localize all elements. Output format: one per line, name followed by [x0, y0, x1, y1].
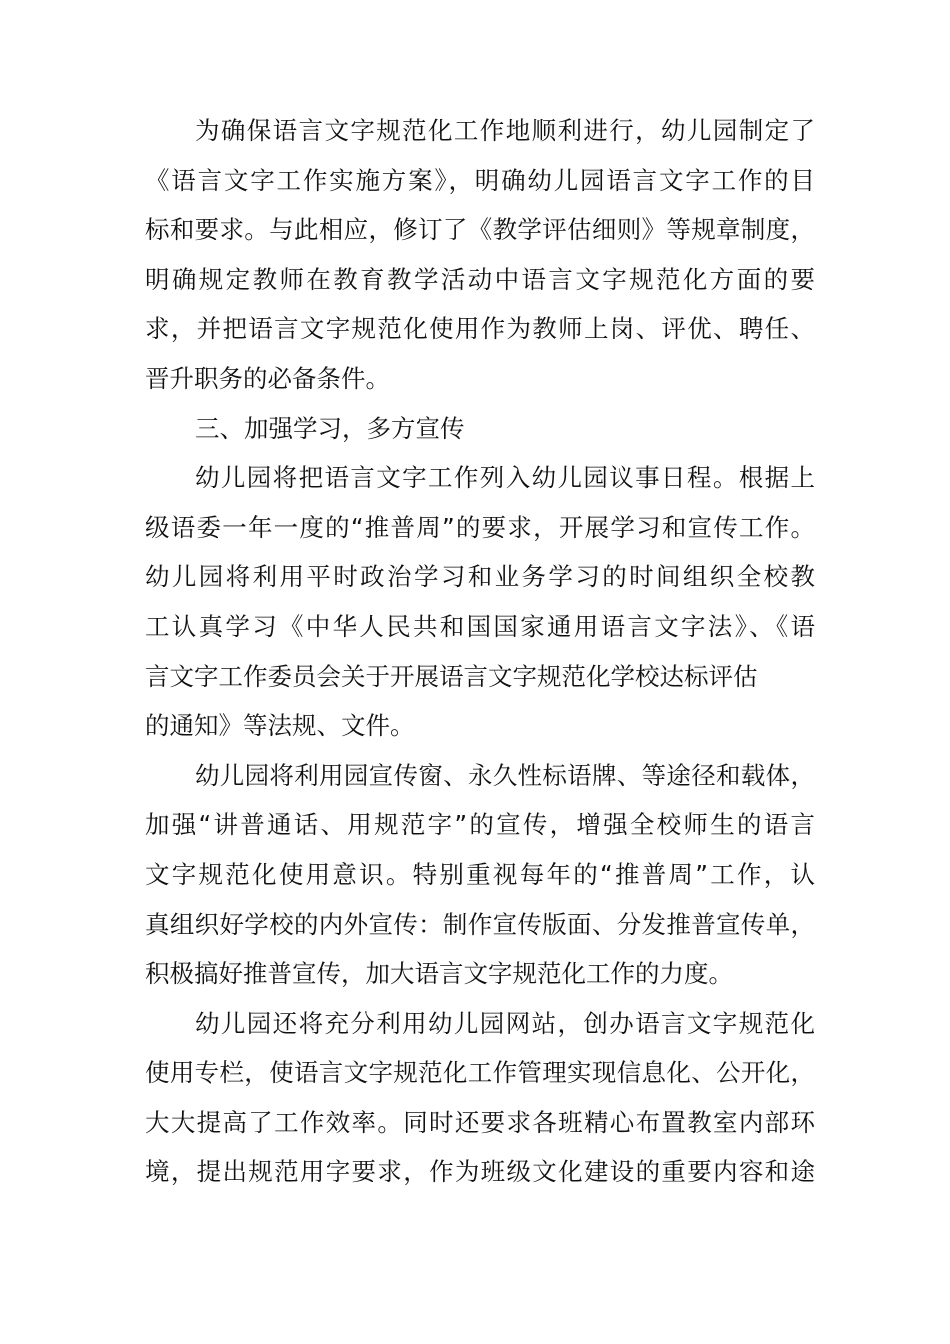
paragraph-line: 求，并把语言文字规范化使用作为教师上岗、评优、聘任、	[145, 314, 815, 344]
paragraph-line: 幼儿园还将充分利用幼儿园网站，创办语言文字规范化	[195, 1008, 815, 1038]
section-heading: 三、加强学习，多方宣传	[195, 413, 465, 443]
paragraph-line: 《语言文字工作实施方案》，明确幼儿园语言文字工作的目	[145, 165, 815, 195]
paragraph-line: 文字规范化使用意识。特别重视每年的“推普周”工作，认	[145, 859, 815, 889]
paragraph-line: 积极搞好推普宣传，加大语言文字规范化工作的力度。	[145, 959, 733, 989]
paragraph-line: 的通知》等法规、文件。	[145, 711, 415, 741]
paragraph-line: 境，提出规范用字要求，作为班级文化建设的重要内容和途	[145, 1157, 815, 1187]
paragraph-line: 大大提高了工作效率。同时还要求各班精心布置教室内部环	[145, 1107, 815, 1137]
paragraph-line: 加强“讲普通话、用规范字”的宣传，增强全校师生的语言	[145, 810, 815, 840]
document-page	[145, 106, 815, 1197]
paragraph-line: 使用专栏，使语言文字规范化工作管理实现信息化、公开化，	[145, 1058, 815, 1088]
paragraph-line: 明确规定教师在教育教学活动中语言文字规范化方面的要	[145, 264, 815, 294]
paragraph-line: 真组织好学校的内外宣传：制作宣传版面、分发推普宣传单，	[145, 909, 815, 939]
paragraph-line: 工认真学习《中华人民共和国国家通用语言文字法》、《语	[145, 611, 815, 641]
paragraph-line: 言文字工作委员会关于开展语言文字规范化学校达标评估	[145, 661, 758, 691]
paragraph-line: 晋升职务的必备条件。	[145, 363, 390, 393]
paragraph-line: 为确保语言文字规范化工作地顺利进行，幼儿园制定了	[195, 116, 815, 145]
paragraph-line: 幼儿园将利用园宣传窗、永久性标语牌、等途径和载体，	[195, 760, 815, 790]
paragraph-line: 标和要求。与此相应，修订了《教学评估细则》等规章制度，	[145, 215, 815, 245]
paragraph-line: 幼儿园将把语言文字工作列入幼儿园议事日程。根据上	[195, 463, 815, 493]
paragraph-line: 幼儿园将利用平时政治学习和业务学习的时间组织全校教	[145, 562, 815, 592]
paragraph-line: 级语委一年一度的“推普周”的要求，开展学习和宣传工作。	[145, 512, 815, 542]
